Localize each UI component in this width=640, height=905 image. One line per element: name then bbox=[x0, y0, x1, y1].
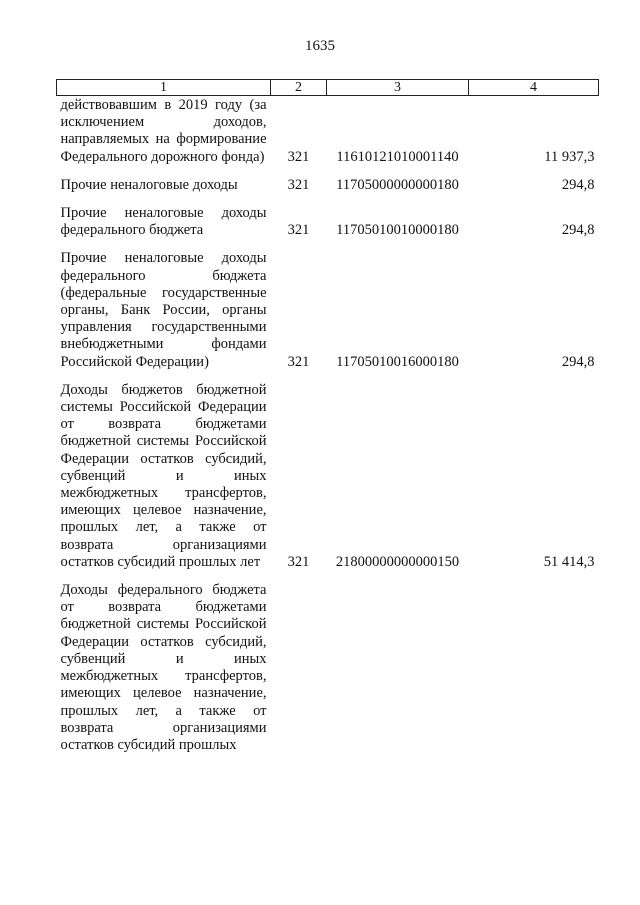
row-classifier: 11705010016000180 bbox=[336, 353, 459, 370]
table-header bbox=[57, 80, 599, 96]
row-amount: 294,8 bbox=[561, 176, 595, 193]
row-classifier: 11610121010001140 bbox=[336, 148, 459, 165]
row-classifier bbox=[327, 571, 469, 754]
row-code: 321 bbox=[287, 222, 310, 239]
row-name: действовавшим в 2019 году (за исключением доходов, направляемых на формирование Федерального дорожного фонда) bbox=[60, 97, 267, 165]
revenue-table bbox=[56, 79, 599, 754]
table-row bbox=[57, 371, 599, 571]
column-header-4: 4 bbox=[469, 80, 599, 96]
column-header-2: 2 bbox=[271, 80, 327, 96]
column-header-1: 1 bbox=[57, 80, 271, 96]
row-amount: 51 414,3 bbox=[543, 553, 595, 570]
row-classifier: 11705010010000180 bbox=[336, 222, 459, 239]
table-row bbox=[57, 194, 599, 239]
row-name: Прочие неналоговые доходы федерального бюджета bbox=[60, 205, 267, 239]
row-name: Прочие неналоговые доходы bbox=[60, 176, 238, 193]
row-code: 321 bbox=[287, 176, 310, 193]
table-row bbox=[57, 166, 599, 194]
row-name: Прочие неналоговые доходы федерального бюджета (федеральные государственные органы, Банк России, органы управления государственными внебюджетными фондами Российской Федерации) bbox=[60, 250, 267, 370]
row-name: Доходы бюджетов бюджетной системы Российской Федерации от возврата бюджетами бюджетной системы Российской Федерации остатков субсидий, субвенций и иных межбюджетных трансфертов, имеющих целевое назначение, прошлых лет, а также от возврата организациями остатков субсидий прошлых лет bbox=[60, 381, 267, 570]
row-code bbox=[271, 571, 327, 754]
table-row bbox=[57, 96, 599, 166]
row-name: Доходы федерального бюджета от возврата бюджетами бюджетной системы Российской Федерации остатков субсидий, субвенций и иных межбюджетных трансфертов, имеющих целевое назначение, прошлых лет, а также от возврата организациями остатков субсидий прошлых bbox=[60, 582, 267, 753]
row-classifier: 11705000000000180 bbox=[336, 176, 459, 193]
column-header-3: 3 bbox=[327, 80, 469, 96]
row-code: 321 bbox=[287, 553, 310, 570]
row-amount bbox=[469, 571, 599, 754]
page-number: 1635 bbox=[305, 38, 335, 54]
row-code: 321 bbox=[287, 353, 310, 370]
row-classifier: 21800000000000150 bbox=[335, 553, 460, 570]
row-amount: 11 937,3 bbox=[544, 148, 595, 165]
row-code: 321 bbox=[287, 148, 310, 165]
row-amount: 294,8 bbox=[561, 353, 595, 370]
row-amount: 294,8 bbox=[561, 222, 595, 239]
table-row bbox=[57, 239, 599, 370]
table-row bbox=[57, 571, 599, 754]
